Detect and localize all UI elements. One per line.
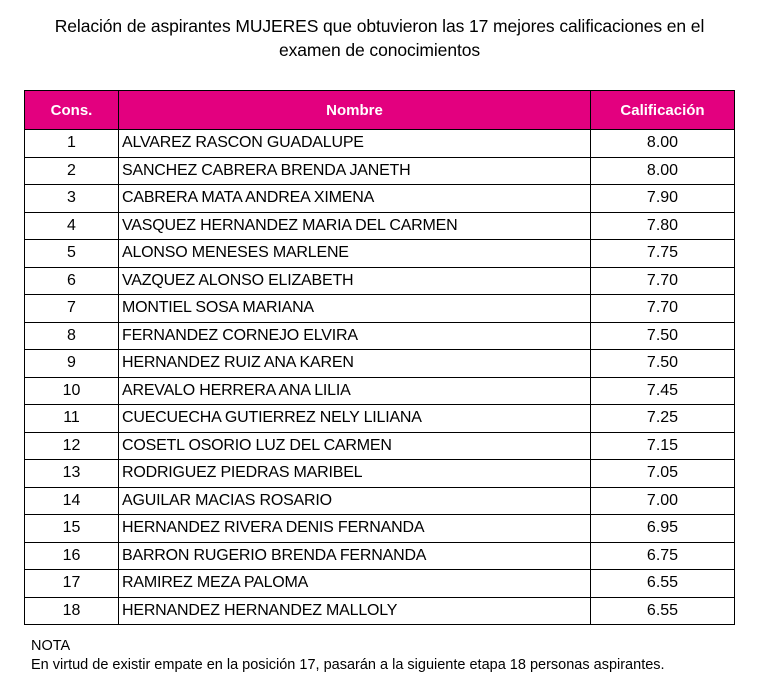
- row-grade: 7.05: [591, 460, 735, 488]
- row-cons: 14: [25, 487, 119, 515]
- row-name: HERNANDEZ RIVERA DENIS FERNANDA: [119, 515, 591, 543]
- row-grade: 7.50: [591, 350, 735, 378]
- table-row: [25, 267, 735, 295]
- row-name: RODRIGUEZ PIEDRAS MARIBEL: [119, 460, 591, 488]
- row-name: FERNANDEZ CORNEJO ELVIRA: [119, 322, 591, 350]
- row-name: RAMIREZ MEZA PALOMA: [119, 570, 591, 598]
- table-body: [25, 130, 735, 625]
- row-cons: 10: [25, 377, 119, 405]
- row-name: CABRERA MATA ANDREA XIMENA: [119, 185, 591, 213]
- page-title: [20, 14, 739, 62]
- row-name: AREVALO HERRERA ANA LILIA: [119, 377, 591, 405]
- title-line-2: examen de conocimientos: [278, 40, 480, 60]
- row-cons: 17: [25, 570, 119, 598]
- row-cons: 13: [25, 460, 119, 488]
- row-grade: 7.15: [591, 432, 735, 460]
- row-grade: 7.50: [591, 322, 735, 350]
- table-row: [25, 432, 735, 460]
- row-grade: 6.55: [591, 597, 735, 625]
- table-row: [25, 405, 735, 433]
- table-row: [25, 377, 735, 405]
- table-row: [25, 295, 735, 323]
- table-row: [25, 157, 735, 185]
- row-name: SANCHEZ CABRERA BRENDA JANETH: [119, 157, 591, 185]
- table-row: [25, 597, 735, 625]
- row-grade: 6.95: [591, 515, 735, 543]
- row-cons: 2: [25, 157, 119, 185]
- row-grade: 6.55: [591, 570, 735, 598]
- row-cons: 5: [25, 240, 119, 268]
- table-row: [25, 515, 735, 543]
- row-name: CUECUECHA GUTIERREZ NELY LILIANA: [119, 405, 591, 433]
- table-row: [25, 350, 735, 378]
- table-row: [25, 542, 735, 570]
- table-row: [25, 212, 735, 240]
- row-cons: 18: [25, 597, 119, 625]
- row-name: ALONSO MENESES MARLENE: [119, 240, 591, 268]
- row-grade: 8.00: [591, 130, 735, 158]
- row-cons: 6: [25, 267, 119, 295]
- row-cons: 7: [25, 295, 119, 323]
- row-cons: 11: [25, 405, 119, 433]
- row-name: HERNANDEZ RUIZ ANA KAREN: [119, 350, 591, 378]
- row-grade: 7.70: [591, 295, 735, 323]
- row-cons: 3: [25, 185, 119, 213]
- row-grade: 7.45: [591, 377, 735, 405]
- row-grade: 6.75: [591, 542, 735, 570]
- row-name: BARRON RUGERIO BRENDA FERNANDA: [119, 542, 591, 570]
- row-cons: 12: [25, 432, 119, 460]
- row-grade: 8.00: [591, 157, 735, 185]
- note-text: En virtud de existir empate en la posición 17, pasarán a la siguiente etapa 18 personas aspirantes.: [31, 657, 665, 673]
- table-row: [25, 185, 735, 213]
- row-cons: 4: [25, 212, 119, 240]
- table-row: [25, 487, 735, 515]
- header-calificacion: Calificación: [591, 91, 735, 130]
- header-nombre: Nombre: [119, 91, 591, 130]
- row-cons: 9: [25, 350, 119, 378]
- table-row: [25, 322, 735, 350]
- note: [31, 637, 665, 675]
- row-grade: 7.00: [591, 487, 735, 515]
- row-grade: 7.90: [591, 185, 735, 213]
- note-heading: NOTA: [31, 638, 71, 654]
- row-name: VAZQUEZ ALONSO ELIZABETH: [119, 267, 591, 295]
- row-name: HERNANDEZ HERNANDEZ MALLOLY: [119, 597, 591, 625]
- header-cons: Cons.: [25, 91, 119, 130]
- table-header-row: [25, 91, 735, 130]
- table-row: [25, 460, 735, 488]
- row-grade: 7.75: [591, 240, 735, 268]
- row-grade: 7.70: [591, 267, 735, 295]
- row-name: MONTIEL SOSA MARIANA: [119, 295, 591, 323]
- row-name: VASQUEZ HERNANDEZ MARIA DEL CARMEN: [119, 212, 591, 240]
- row-name: AGUILAR MACIAS ROSARIO: [119, 487, 591, 515]
- row-name: ALVAREZ RASCON GUADALUPE: [119, 130, 591, 158]
- row-cons: 1: [25, 130, 119, 158]
- row-cons: 8: [25, 322, 119, 350]
- title-line-1: Relación de aspirantes MUJERES que obtuvieron las 17 mejores calificaciones en el: [54, 16, 705, 36]
- row-grade: 7.80: [591, 212, 735, 240]
- row-grade: 7.25: [591, 405, 735, 433]
- table-row: [25, 240, 735, 268]
- table-row: [25, 570, 735, 598]
- table-row: [25, 130, 735, 158]
- results-table: [24, 90, 735, 625]
- row-cons: 15: [25, 515, 119, 543]
- row-name: COSETL OSORIO LUZ DEL CARMEN: [119, 432, 591, 460]
- row-cons: 16: [25, 542, 119, 570]
